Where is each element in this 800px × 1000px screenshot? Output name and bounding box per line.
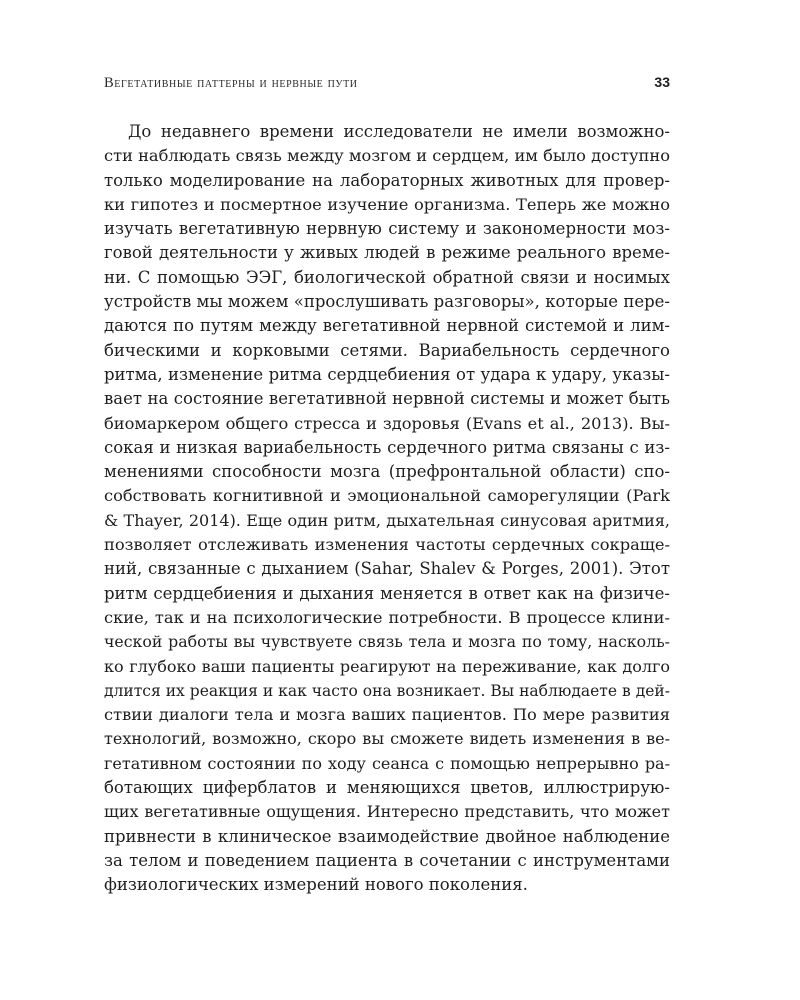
- text-line: ские, так и на психологические потребности. В процессе клини-: [104, 607, 670, 627]
- chapter-title: Вегетативные паттерны и нервные пути: [104, 75, 358, 91]
- text-line: ни. С помощью ЭЭГ, биологической обратной связи и носимых: [104, 267, 670, 287]
- text-line: бическими и корковыми сетями. Вариабельность сердечного: [104, 340, 670, 360]
- text-line: изучать вегетативную нервную систему и закономерности моз-: [104, 219, 670, 239]
- text-line: менениями способности мозга (префронтальной области) спо-: [104, 462, 670, 482]
- text-line: гетативном состоянии по ходу сеанса с помощью непрерывно ра-: [104, 753, 670, 773]
- text-line: ботающих циферблатов и меняющихся цветов, иллюстрирую-: [104, 778, 670, 798]
- text-line: До недавнего времени исследователи не имели возможно-: [128, 122, 670, 141]
- text-line: сокая и низкая вариабельность сердечного ритма связаны с из-: [104, 437, 670, 457]
- text-line: ствии диалоги тела и мозга ваших пациентов. По мере развития: [104, 705, 670, 725]
- text-line: щих вегетативные ощущения. Интересно представить, что может: [104, 802, 670, 822]
- text-line: говой деятельности у живых людей в режиме реального време-: [104, 243, 670, 263]
- text-line: только моделирование на лабораторных животных для провер-: [104, 170, 670, 190]
- text-line: & Thayer, 2014). Еще один ритм, дыхательная синусовая аритмия,: [104, 510, 670, 530]
- text-line: биомаркером общего стресса и здоровья (Evans et al., 2013). Вы-: [104, 413, 670, 433]
- text-line: ческой работы вы чувствуете связь тела и мозга по тому, насколь-: [104, 632, 670, 652]
- page-number: 33: [654, 74, 670, 90]
- text-line: собствовать когнитивной и эмоциональной саморегуляции (Park: [104, 486, 670, 506]
- body-paragraph: [104, 120, 670, 898]
- text-line: позволяет отслеживать изменения частоты сердечных сокраще-: [104, 535, 670, 555]
- text-line: вает на состояние вегетативной нервной системы и может быть: [104, 389, 670, 409]
- text-line: даются по путям между вегетативной нервной системой и лим-: [104, 316, 670, 336]
- text-line: технологий, возможно, скоро вы сможете видеть изменения в ве-: [104, 729, 670, 749]
- text-line: ритма, изменение ритма сердцебиения от удара к удару, указы-: [104, 364, 670, 384]
- running-header: [104, 74, 670, 92]
- text-line: физиологических измерений нового поколения.: [104, 875, 528, 895]
- text-line: ритм сердцебиения и дыхания меняется в ответ как на физиче-: [104, 583, 670, 603]
- text-line: сти наблюдать связь между мозгом и сердцем, им было доступно: [104, 146, 670, 166]
- text-line: длится их реакция и как часто она возникает. Вы наблюдаете в дей-: [104, 681, 670, 700]
- text-line: устройств мы можем «прослушивать разговоры», которые пере-: [104, 292, 670, 312]
- text-line: ний, связанные с дыханием (Sahar, Shalev & Porges, 2001). Этот: [104, 559, 670, 579]
- text-line: привнести в клиническое взаимодействие двойное наблюдение: [104, 826, 670, 846]
- text-line: за телом и поведением пациента в сочетании с инструментами: [104, 850, 670, 870]
- text-line: ки гипотез и посмертное изучение организма. Теперь же можно: [104, 194, 670, 214]
- text-line: ко глубоко ваши пациенты реагируют на переживание, как долго: [104, 656, 670, 676]
